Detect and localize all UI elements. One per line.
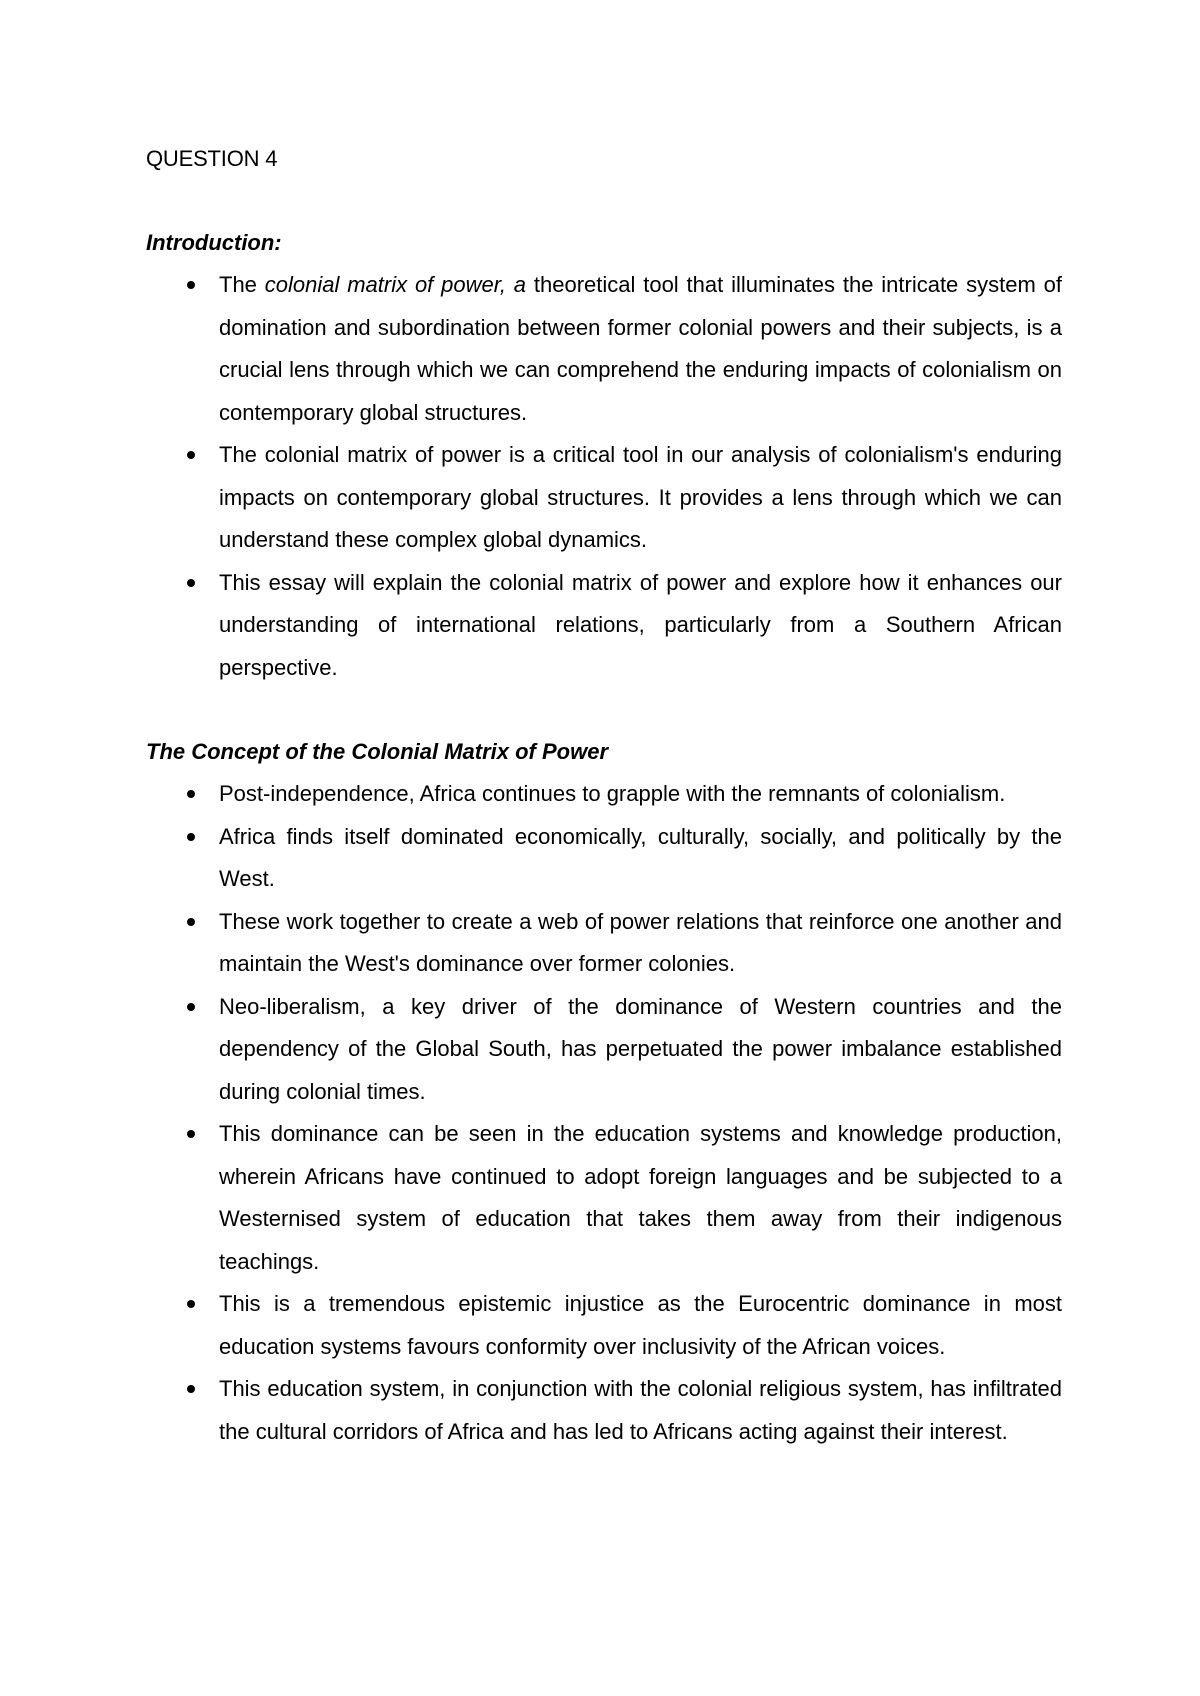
bullet-text: These work together to create a web of power relations that reinforce one another and maintain the West's dominance over former colonies.	[219, 908, 1062, 976]
bullet-text: This is a tremendous epistemic injustice as the Eurocentric dominance in most education systems favours conformity over inclusivity of the African voices.	[219, 1291, 1062, 1359]
introduction-section	[146, 222, 1062, 689]
list-item	[146, 264, 1062, 434]
bullet-text-prefix: The	[219, 272, 265, 297]
bullet-text: Neo-liberalism, a key driver of the dominance of Western countries and the dependency of the Global South, has perpetuated the power imbalance established during colonial times.	[219, 993, 1062, 1104]
bullet-icon	[187, 833, 195, 841]
list-item	[146, 1113, 1062, 1283]
bullet-text: This dominance can be seen in the education systems and knowledge production, wherein Africans have continued to adopt foreign languages and be subjected to a Westernised system of education that takes them away from their indigenous teachings.	[219, 1121, 1062, 1274]
document-page	[146, 138, 1062, 1453]
list-item	[146, 986, 1062, 1114]
concept-heading: The Concept of the Colonial Matrix of Power	[146, 739, 609, 764]
list-item	[146, 1368, 1062, 1453]
list-item	[146, 434, 1062, 562]
list-item	[146, 773, 1062, 816]
bullet-icon	[187, 1300, 195, 1308]
bullet-icon	[187, 1003, 195, 1011]
list-item	[146, 816, 1062, 901]
list-item	[146, 562, 1062, 690]
introduction-heading: Introduction:	[146, 230, 282, 255]
bullet-text: This education system, in conjunction with the colonial religious system, has infiltrated the cultural corridors of Africa and has led to Africans acting against their interest.	[219, 1376, 1062, 1444]
bullet-icon	[187, 1385, 195, 1393]
spacer	[146, 180, 1062, 222]
bullet-text-emphasis: colonial matrix of power, a	[264, 272, 527, 297]
bullet-text: This essay will explain the colonial matrix of power and explore how it enhances our understanding of international relations, particularly from a Southern African perspective.	[219, 569, 1062, 680]
introduction-bullet-list	[146, 264, 1062, 689]
list-item	[146, 901, 1062, 986]
bullet-text: The colonial matrix of power is a critical tool in our analysis of colonialism's enduring impacts on contemporary global structures. It provides a lens through which we can understand these complex global dynamics.	[219, 442, 1062, 552]
list-item	[146, 1283, 1062, 1368]
concept-section	[146, 731, 1062, 1453]
bullet-icon	[187, 451, 195, 459]
concept-bullet-list	[146, 773, 1062, 1453]
question-title: QUESTION 4	[146, 146, 278, 171]
spacer	[146, 689, 1062, 731]
bullet-icon	[187, 281, 195, 289]
bullet-icon	[187, 790, 195, 798]
bullet-text: Post-independence, Africa continues to grapple with the remnants of colonialism.	[219, 781, 1006, 806]
bullet-icon	[187, 579, 195, 587]
bullet-text-suffix: theoretical tool that illuminates the intricate system of domination and subordination between former colonial powers and their subjects, is a crucial lens through which we can comprehend the enduring impacts of colonialism on contemporary global structures.	[219, 272, 1063, 425]
bullet-icon	[187, 918, 195, 926]
bullet-text: Africa finds itself dominated economically, culturally, socially, and politically by the West.	[219, 823, 1062, 891]
bullet-icon	[187, 1130, 195, 1138]
